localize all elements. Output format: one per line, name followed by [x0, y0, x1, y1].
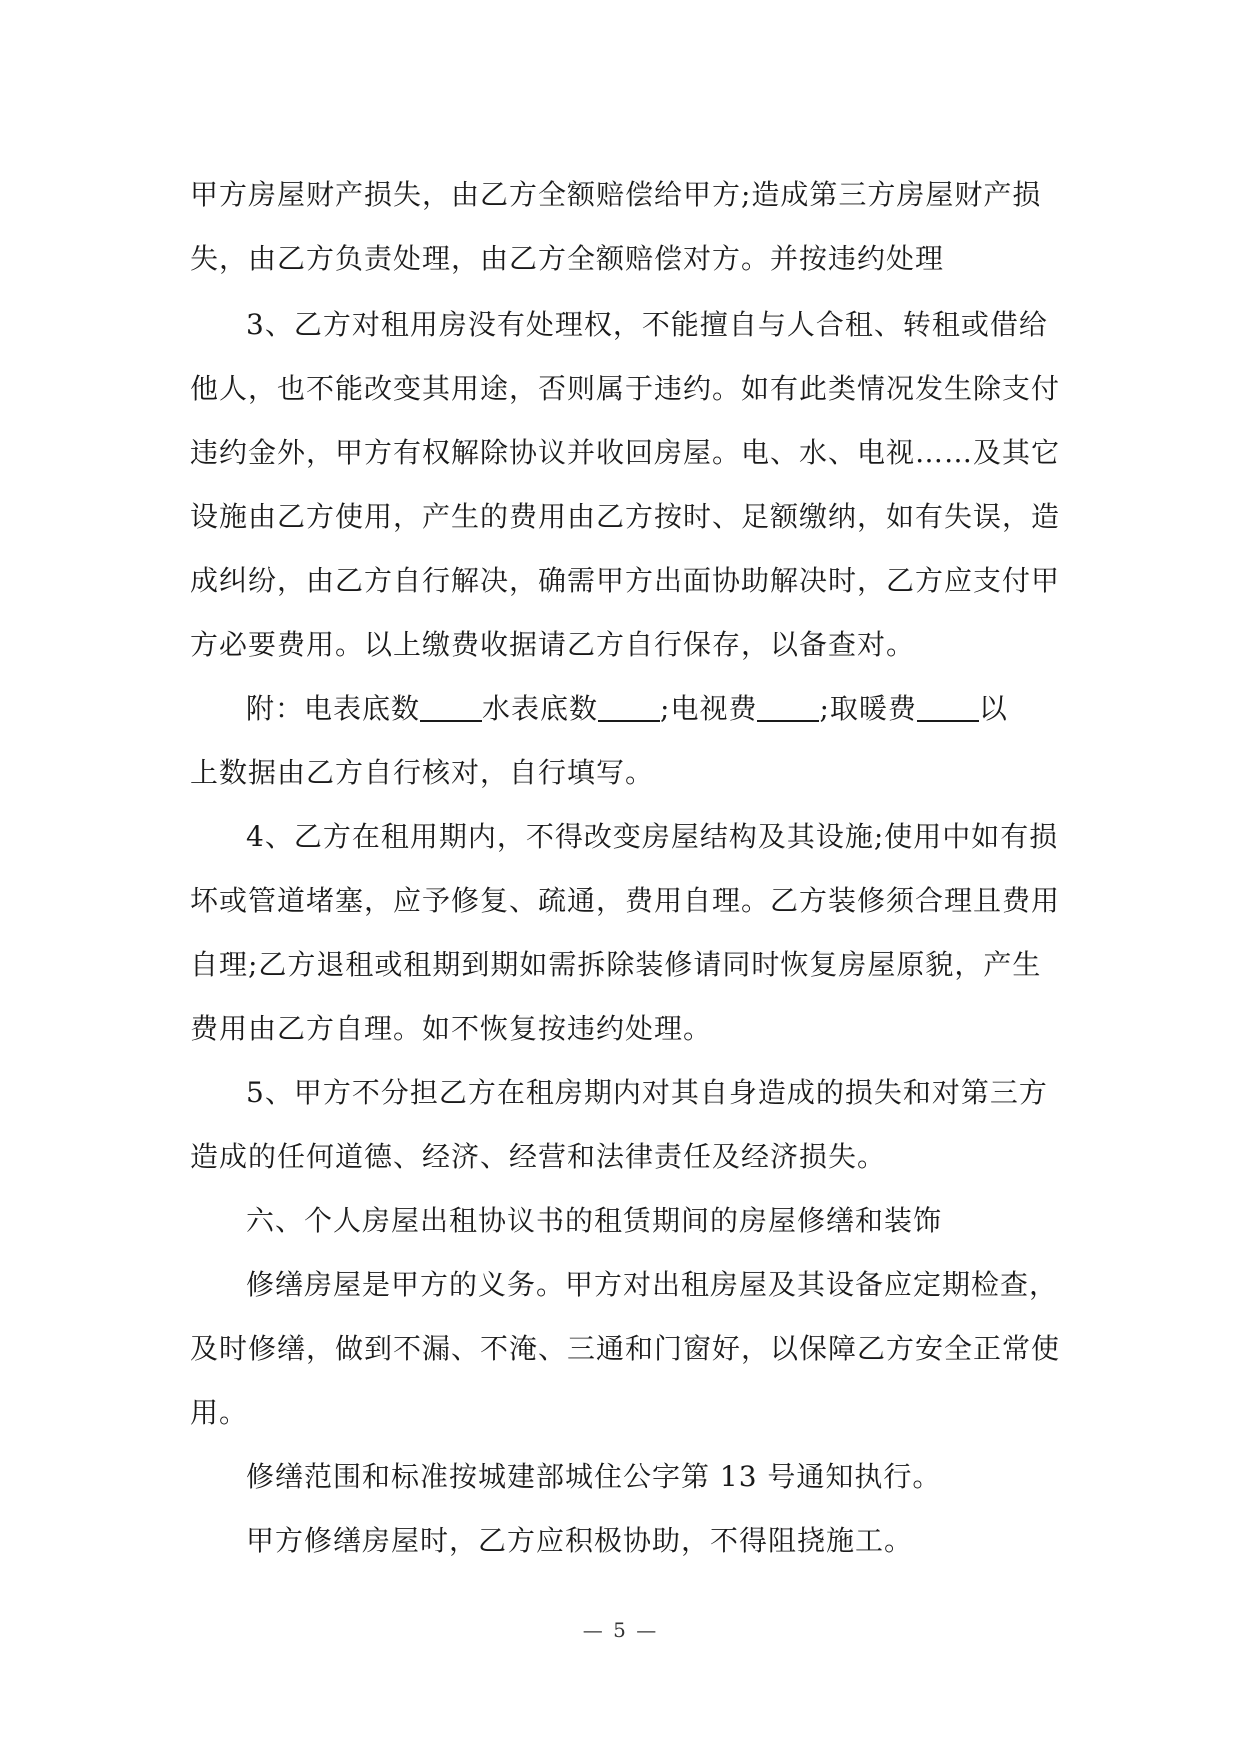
paragraph-continuation — [190, 163, 1055, 291]
blank-electric-meter[interactable] — [420, 690, 482, 722]
blank-heating-fee[interactable] — [917, 690, 979, 722]
label-heating-fee: ;取暖费 — [819, 692, 917, 725]
label-tv-fee: ;电视费 — [660, 692, 758, 725]
text-line: 设施由乙方使用，产生的费用由乙方按时、足额缴纳，如有失误，造 — [190, 500, 1061, 533]
page-number: — 5 — — [582, 1618, 659, 1642]
label-water-meter: 水表底数 — [482, 692, 599, 725]
text-line: 坏或管道堵塞，应予修复、疏通，费用自理。乙方装修须合理且费用 — [190, 884, 1061, 917]
text-line: 用。 — [190, 1396, 249, 1429]
paragraph-repair-duty — [190, 1253, 1061, 1445]
text-line: 他人，也不能改变其用途，否则属于违约。如有此类情况发生除支付 — [190, 372, 1061, 405]
text-line: 修缮房屋是甲方的义务。甲方对出租房屋及其设备应定期检查， — [246, 1268, 1059, 1301]
blank-water-meter[interactable] — [598, 690, 660, 722]
meter-readings-line — [190, 677, 1055, 741]
document-body — [190, 163, 1061, 1573]
text-line: 自理;乙方退租或租期到期如需拆除装修请同时恢复房屋原貌，产生 — [190, 948, 1042, 981]
paragraph-clause-5 — [190, 1061, 1055, 1189]
text-line: 费用由乙方自理。如不恢复按违约处理。 — [190, 1012, 713, 1045]
paragraph-repair-cooperation — [190, 1509, 1055, 1573]
text-line: 甲方房屋财产损失，由乙方全额赔偿给甲方;造成第三方房屋财产损 — [190, 178, 1042, 211]
text-line: 甲方修缮房屋时，乙方应积极协助，不得阻挠施工。 — [246, 1524, 914, 1557]
text-line: 方必要费用。以上缴费收据请乙方自行保存，以备查对。 — [190, 628, 916, 661]
text-line: 5、甲方不分担乙方在租房期内对其自身造成的损失和对第三方 — [246, 1076, 1048, 1109]
paragraph-clause-3 — [190, 293, 1061, 677]
text-line: 3、乙方对租用房没有处理权，不能擅自与人合租、转租或借给 — [246, 308, 1048, 341]
text-line: 上数据由乙方自行核对，自行填写。 — [190, 756, 655, 789]
text-line: 违约金外，甲方有权解除协议并收回房屋。电、水、电视……及其它 — [190, 436, 1061, 469]
paragraph-repair-scope — [190, 1445, 1055, 1509]
label-electric-meter: 附：电表底数 — [246, 692, 421, 725]
text-line: 及时修缮，做到不漏、不淹、三通和门窗好，以保障乙方安全正常使 — [190, 1332, 1061, 1365]
paragraph-meter-readings — [190, 677, 1055, 805]
text-line: 修缮范围和标准按城建部城住公字第 13 号通知执行。 — [246, 1460, 942, 1493]
blank-tv-fee[interactable] — [757, 690, 819, 722]
section-6-heading — [190, 1189, 1055, 1253]
paragraph-clause-4 — [190, 805, 1061, 1061]
text-line: 成纠纷，由乙方自行解决，确需甲方出面协助解决时，乙方应支付甲 — [190, 564, 1061, 597]
text-fragment: 以 — [978, 692, 1008, 725]
text-line: 4、乙方在租用期内，不得改变房屋结构及其设施;使用中如有损 — [246, 820, 1059, 853]
section-heading-text: 六、个人房屋出租协议书的租赁期间的房屋修缮和装饰 — [246, 1204, 943, 1237]
text-line: 失，由乙方负责处理，由乙方全额赔偿对方。并按违约处理 — [190, 242, 945, 275]
text-line: 造成的任何道德、经济、经营和法律责任及经济损失。 — [190, 1140, 887, 1173]
